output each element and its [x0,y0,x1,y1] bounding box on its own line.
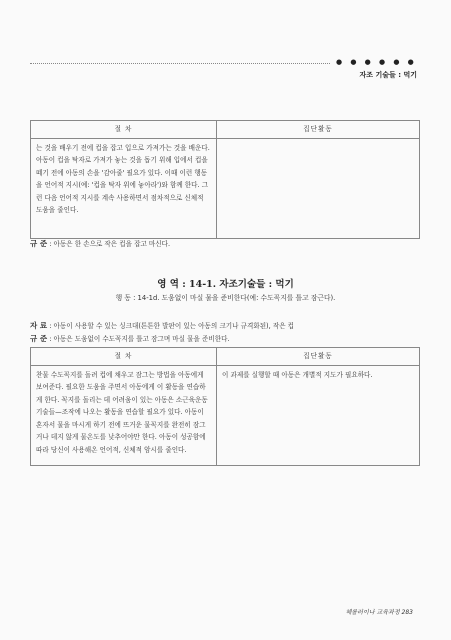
procedure-table-1 [30,120,420,239]
header-dots: ● ● ● ● ● ● [336,58,417,66]
criterion-2-text: : 아동은 도움없이 수도꼭지를 틀고 잠그며 마실 물을 준비한다. [49,335,230,343]
page-footer: 헤롤러이나 교육과정 283 [345,609,413,616]
behavior-line: 행 동 : 14-1d. 도움없이 마실 물을 준비한다(예: 수도꼭지를 틀고 잠근다). [115,294,336,302]
table2-procedure-cell: 찬물 수도꼭지를 돌려 컵에 채우고 잠그는 방법을 아동에게 보여준다. 필요한 도움을 주면서 아동에게 이 활동을 연습하게 한다. 꼭지를 돌리는 데 어려움이 있는 아동은 소근육운동 기술들—조작에 나오는 활동을 연습할 필요가 있다. 아동이 혼자서 물을 마시게 하기 전에 뜨거운 물꼭지를 완전히 잠그거나 데지 않게 물온도를 낮추어야만 한다. 아동이 성공함에 따라 당신이 사용해온 언어적, 신체적 암시를 줄인다. [31,365,217,465]
materials-text: : 아동이 사용할 수 있는 싱크대(튼튼한 발판이 있는 아동의 크기나 규격화된), 작은 컵 [49,322,295,330]
procedure-table-2 [30,347,420,466]
table1-header-group: 집단활동 [217,121,420,139]
materials-label: 자 료 [30,321,48,330]
table1-header-procedure: 절 차 [31,121,217,139]
criterion-2 [30,333,230,344]
table1-group-cell [217,138,420,238]
header-rule [30,63,330,64]
table2-header-group: 집단활동 [217,348,420,366]
table2-header-procedure: 절 차 [31,348,217,366]
materials [30,320,294,331]
table2-group-cell: 이 과제를 실행할 때 아동은 개별적 지도가 필요하다. [217,365,420,465]
criterion-2-label: 규 준 [30,334,48,343]
section-title: 자조 기술들 : 먹기 [359,71,417,79]
table1-procedure-cell: 는 것을 배우기 전에 컵을 잡고 입으로 가져가는 것을 배운다. 아동이 컵을 탁자로 가져가 놓는 것을 돕기 위해 입에서 컵을 떼기 전에 아동의 손을 '감아줄' 필요가 있다. 이때 이런 행동을 언어적 지시(예: '컵을 탁자 위에 놓아라')와 함께 한다. 그런 다음 언어적 지시를 계속 사용하면서 점차적으로 신체적 도움을 줄인다. [31,138,217,238]
domain-title: 영 역 : 14-1. 자조기술들 : 먹기 [157,279,294,290]
criterion-1 [30,238,170,249]
criterion-1-text: : 아동은 한 손으로 작은 컵을 잡고 마신다. [49,240,171,248]
criterion-1-label: 규 준 [30,239,48,248]
